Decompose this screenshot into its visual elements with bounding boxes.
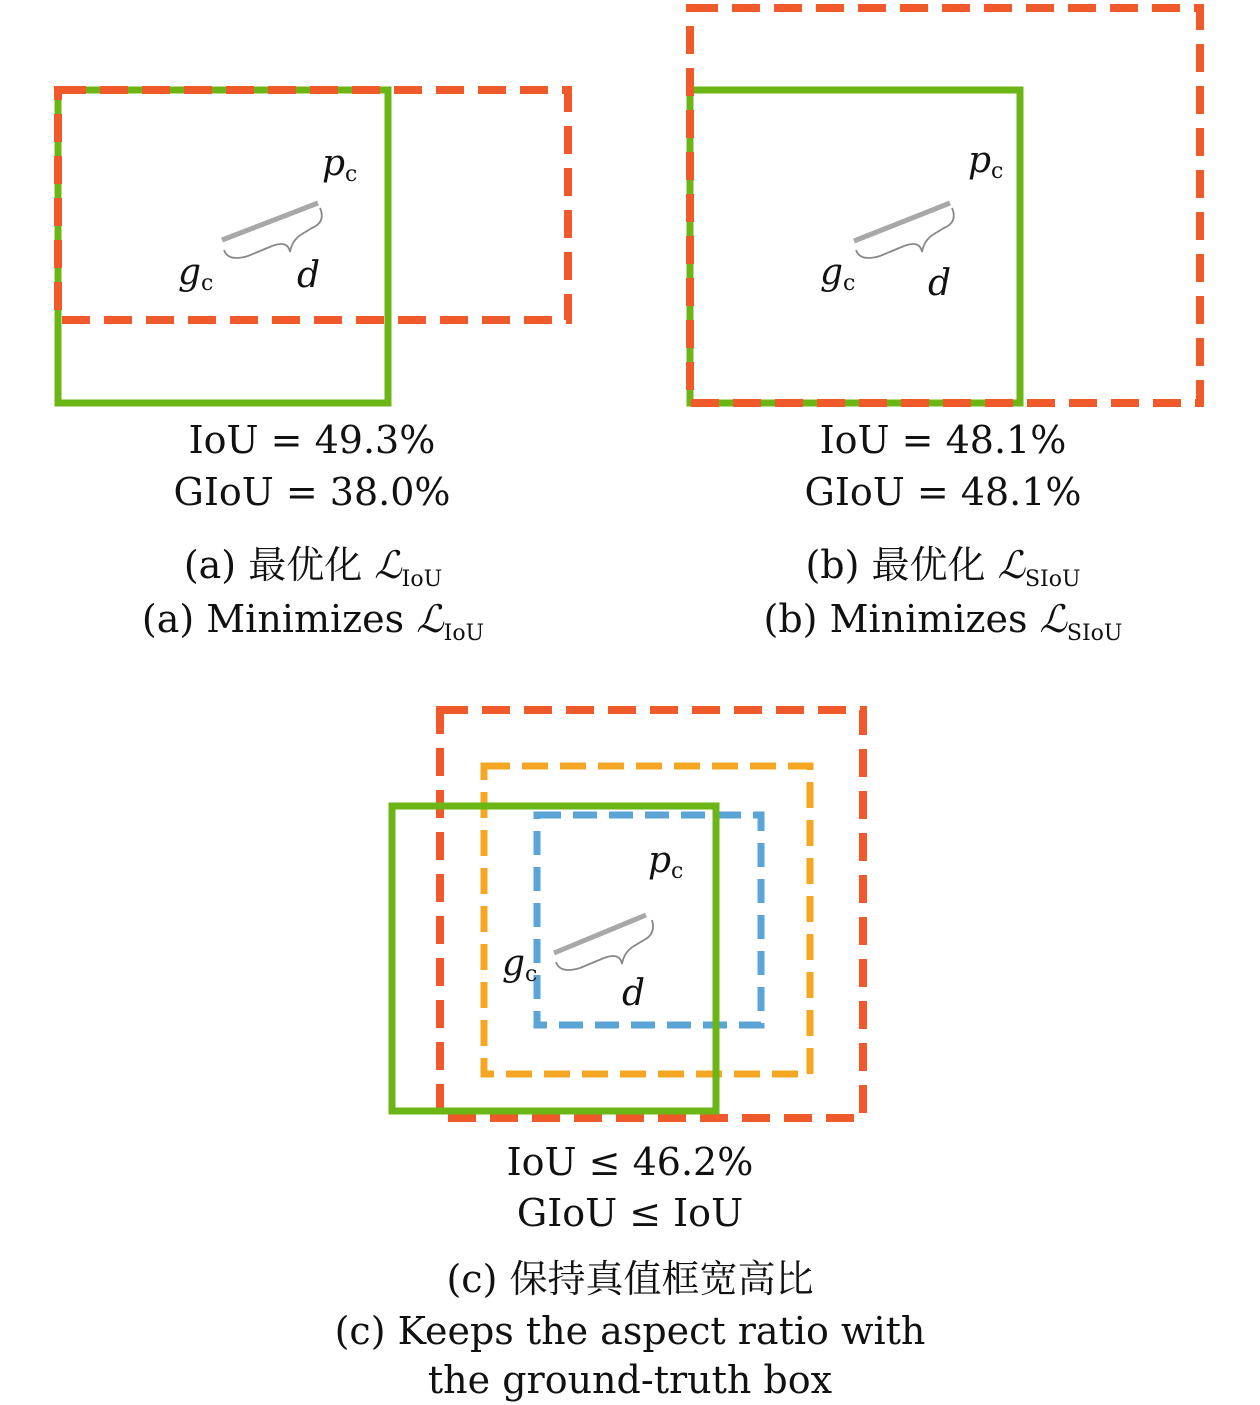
caption-en-a: (a) Minimizes ℒ$_{IoU}$ <box>141 597 485 646</box>
caption-cn-b: (b) 最优化 ℒ$_{SIoU}$ <box>805 543 1081 592</box>
iou-value-b: IoU = 48.1% <box>819 418 1067 462</box>
giou-value-c: GIoU ≤ IoU <box>516 1191 744 1235</box>
ground-truth-box-b <box>690 90 1020 403</box>
predicted-box-c-outer <box>440 710 863 1118</box>
gt-center-label-c: gc <box>502 943 538 987</box>
panel-b <box>690 8 1200 646</box>
gt-center-label-a: gc <box>178 252 214 296</box>
giou-value-b: GIoU = 48.1% <box>804 470 1082 514</box>
gt-center-label-b: gc <box>820 252 856 296</box>
caption-cn-c: (c) 保持真值框宽高比 <box>446 1257 814 1301</box>
iou-value-a: IoU = 49.3% <box>188 418 436 462</box>
center-distance-line-b <box>854 203 950 241</box>
center-distance-line-a <box>222 203 318 240</box>
caption-en-b: (b) Minimizes ℒ$_{SIoU}$ <box>763 597 1123 646</box>
pred-center-label-c: pc <box>648 840 684 884</box>
caption-en-c-line2: the ground-truth box <box>427 1358 833 1402</box>
panel-c <box>335 710 926 1402</box>
iou-value-c: IoU ≤ 46.2% <box>506 1140 754 1184</box>
ground-truth-box-a <box>58 90 388 403</box>
distance-label-b: d <box>928 263 952 304</box>
panel-a <box>58 90 568 646</box>
caption-en-c-line1: (c) Keeps the aspect ratio with <box>334 1309 926 1353</box>
giou-value-a: GIoU = 38.0% <box>173 470 451 514</box>
pred-center-label-a: pc <box>322 143 358 187</box>
distance-label-a: d <box>297 255 321 296</box>
caption-cn-a: (a) 最优化 ℒ$_{IoU}$ <box>183 543 443 592</box>
distance-label-c: d <box>622 973 646 1014</box>
pred-center-label-b: pc <box>968 140 1004 184</box>
